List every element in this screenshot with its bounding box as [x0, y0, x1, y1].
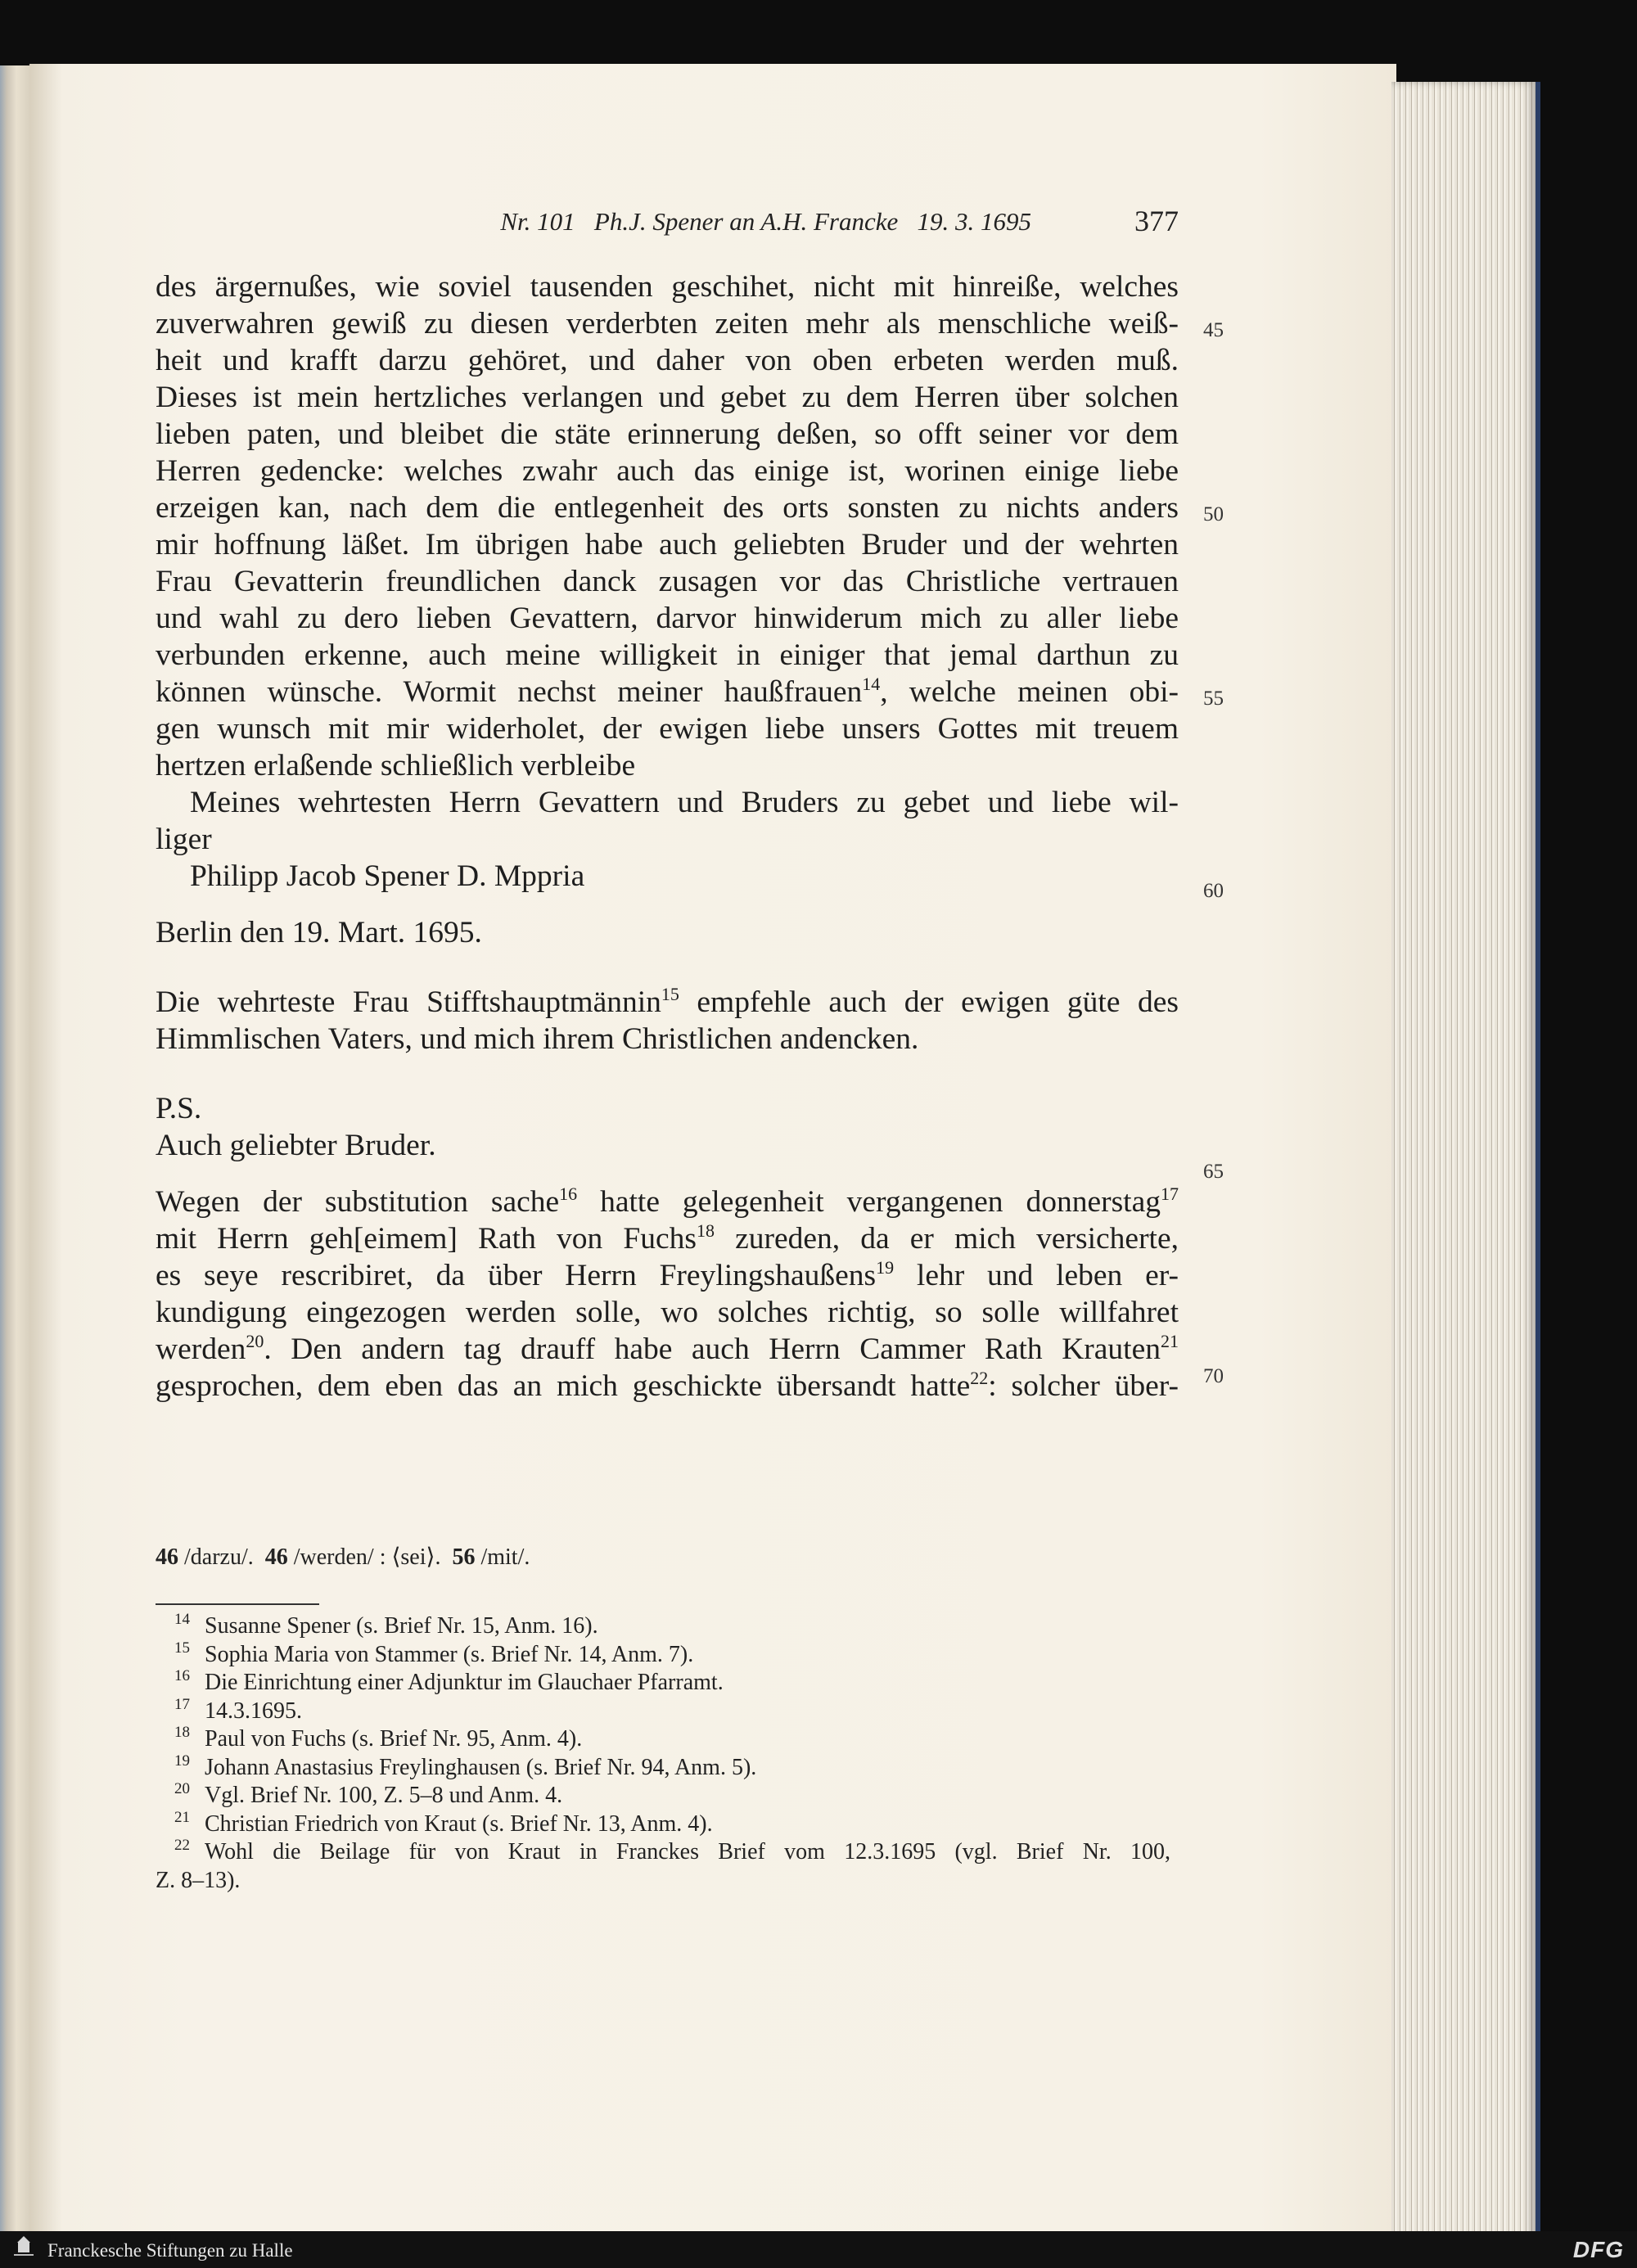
postscript-salutation: Auch geliebter Bruder. [156, 1129, 436, 1162]
text-line: Die wehrteste Frau Stifftshauptmännin$^{15}$ empfehle auch der ewigen güte des [156, 984, 1179, 1019]
page-number: 377 [1134, 205, 1179, 237]
text-line: erzeigen kan, nach dem die entlegenheit des orts sonsten zu nichts anders [156, 491, 1179, 525]
footnote: 18 Paul von Fuchs (s. Brief Nr. 95, Anm. 4). [174, 1724, 583, 1752]
closing-line: Meines wehrtesten Herrn Gevattern und Bruders zu gebet und liebe wil- [190, 786, 1179, 819]
text-line: gesprochen, dem eben das an mich geschickte übersandt hatte$^{22}$: solcher über- [156, 1368, 1179, 1403]
footnote: 14 Susanne Spener (s. Brief Nr. 15, Anm. 16). [174, 1611, 598, 1639]
text-line: können wünsche. Wormit nechst meiner haußfrauen$^{14}$, welche meinen obi- [156, 674, 1179, 709]
page-header [156, 207, 1179, 240]
text-line: es seye rescribiret, da über Herrn Freylingshaußens$^{19}$ lehr und leben er- [156, 1257, 1179, 1292]
closing-line: liger [156, 823, 212, 856]
text-line: kundigung eingezogen werden solle, wo solches richtig, so solle willfahret [156, 1296, 1179, 1329]
footnote-ref: 18 [696, 1220, 715, 1241]
text-line: lieben paten, und bleibet die stäte erinnerung deßen, so offt seiner vor dem [156, 417, 1179, 451]
text-line: und wahl zu dero lieben Gevattern, darvor hinwiderum mich zu aller liebe [156, 602, 1179, 635]
running-head: Nr. 101 Ph.J. Spener an A.H. Francke 19. 3. 1695 [500, 207, 1031, 236]
footnote-ref: 17 [1161, 1184, 1179, 1204]
text-line: werden$^{20}$. Den andern tag drauff habe auch Herrn Cammer Rath Krauten$^{21}$ [156, 1331, 1179, 1366]
line-number: 45 [1203, 319, 1224, 341]
letter-text [156, 268, 1179, 1405]
footnote: 16 Die Einrichtung einer Adjunktur im Glauchaer Pfarramt. [174, 1667, 724, 1695]
footnote-rule [156, 1603, 319, 1605]
previous-page-edge [0, 65, 29, 2234]
line-number: 70 [1203, 1365, 1224, 1387]
footnote: 22 Wohl die Beilage für von Kraut in Franckes Brief vom 12.3.1695 (vgl. Brief Nr. 100, [174, 1837, 1170, 1864]
footnote-ref: 21 [1161, 1331, 1179, 1351]
footnote: 17 14.3.1695. [174, 1695, 302, 1724]
building-icon [11, 2234, 36, 2261]
text-line: Himmlischen Vaters, und mich ihrem Christlichen andencken. [156, 1022, 919, 1056]
page-edges [1391, 82, 1540, 2251]
text-line: mit Herrn geh[eimem] Rath von Fuchs$^{18}$ zureden, da er mich versicherte, [156, 1220, 1179, 1256]
text-line: Frau Gevatterin freundlichen danck zusagen vor das Christliche vertrauen [156, 565, 1179, 598]
footnote-ref: 15 [661, 984, 679, 1004]
footnote-ref: 22 [970, 1368, 989, 1388]
critical-apparatus: 46 /darzu/. 46 /werden/ : ⟨sei⟩. 56 /mit/. [156, 1544, 530, 1570]
text-line: verbunden erkenne, auch meine willigkeit in einiger that jemal darthun zu [156, 638, 1179, 672]
text-line: Dieses ist mein hertzliches verlangen und gebet zu dem Herren über solchen [156, 381, 1179, 414]
footnote-ref: 20 [246, 1331, 264, 1351]
text-line: mir hoffnung läßet. Im übrigen habe auch geliebten Bruder und der wehrten [156, 528, 1179, 561]
footnotes [156, 1612, 1170, 1895]
text-line: hertzen erlaßende schließlich verbleibe [156, 749, 636, 782]
postscript-label: P.S. [156, 1092, 202, 1125]
dfg-logo: DFG [1572, 2237, 1624, 2262]
date-line: Berlin den 19. Mart. 1695. [156, 916, 482, 949]
footnote-continuation: Z. 8–13). [156, 1867, 241, 1893]
text-line: heit und krafft darzu gehöret, und daher von oben erbeten werden muß. [156, 344, 1179, 377]
line-number: 60 [1203, 880, 1224, 902]
footnote-ref: 14 [862, 674, 881, 694]
text-line: des ärgernußes, wie soviel tausenden geschihet, nicht mit hinreiße, welches [156, 270, 1179, 304]
footnote: 19 Johann Anastasius Freylinghausen (s. Brief Nr. 94, Anm. 5). [174, 1752, 757, 1780]
footnote: 21 Christian Friedrich von Kraut (s. Brief Nr. 13, Anm. 4). [174, 1808, 713, 1837]
text-line: gen wunsch mit mir widerholet, der ewigen liebe unsers Gottes mit treuem [156, 712, 1179, 746]
signature: Philipp Jacob Spener D. Mppria [190, 859, 585, 893]
footnote-ref: 16 [559, 1184, 578, 1204]
institution-name: Franckesche Stiftungen zu Halle [47, 2240, 293, 2261]
line-number: 65 [1203, 1161, 1224, 1183]
line-number: 50 [1203, 503, 1224, 525]
footnote: 20 Vgl. Brief Nr. 100, Z. 5–8 und Anm. 4. [174, 1780, 563, 1808]
text-line: Wegen der substitution sache$^{16}$ hatte gelegenheit vergangenen donnerstag$^{17}$ [156, 1184, 1179, 1219]
line-number: 55 [1203, 688, 1224, 710]
footnote-ref: 19 [876, 1257, 895, 1278]
footnote: 15 Sophia Maria von Stammer (s. Brief Nr. 14, Anm. 7). [174, 1639, 694, 1667]
text-line: Herren gedencke: welches zwahr auch das einige ist, worinen einige liebe [156, 454, 1179, 488]
text-line: zuverwahren gewiß zu diesen verderbten zeiten mehr als menschliche weiß- [156, 307, 1179, 340]
